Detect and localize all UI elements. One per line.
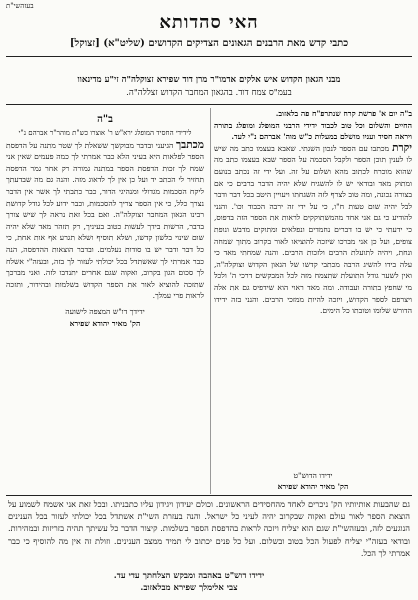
- top-divider: [6, 56, 412, 57]
- intro-line-2: בעמ"ס צמח דוד. בהגאון המחבר הקדוש זצללה"ה.: [126, 88, 292, 98]
- bottom-letter-body: גם שהבעות אותיותיו הק' ניכרים לאחד מהחסידים הראשונים. וכולם יעידון ויגידון עליו כתבניתו. ובכל זאת אני אשמח לשמוע על הוצאת הספר לאור עולם ואקוה שבקרוב יהיה לעיני כל ישראל. והנה בעזרת השי"ת אשתדל בכל יכולתי לעזור בכל הענינים הנוגעים לזה, ובעזהשי"ת שגם הוא יצליח ויזכה לראות בהדפסת הספר בשלמות. קיצור הדבר כל עשיתך תהיה בזריזות ובמהירות. ובודאי בעזה"י יצליח לפעול הכל בטוב ובשלום. ועל כל פנים יכתוב לי תמיד ממצב הענינים. וזולת זה אין מה להוסיף כי כבר אמרתי לך הכל.: [8, 499, 410, 558]
- letter-left-address: לידידי החסיד המופלג ירא"ש ר' אוצרו כש"ת מוהר"ר אברהם נ"י: [18, 128, 192, 137]
- intro-divider: [6, 104, 412, 105]
- letter-right-column: [214, 108, 412, 494]
- letter-right-body-para: [214, 143, 412, 317]
- bottom-sign-2: צבי אלימלך שפירא מבלאזוב.: [140, 583, 238, 593]
- letter-left-open-word: מכתבך: [176, 138, 204, 151]
- column-divider: [210, 108, 211, 494]
- letter-right-open-word: יקרת: [392, 141, 412, 154]
- bottom-letter: [8, 498, 410, 559]
- letter-left-sign-1: ידידך דו"ש המצפה לישועה: [65, 306, 145, 316]
- letter-right-body: מכתבו עם הספר לנכון השגתי. שאבא בעצמו כתב מה שיש לו לענין תוכן הספר ולקבל הסכמה על הספר שבא בעצמו כתב מה שהוא מוכרח לכתוב מהא ושלום על זה. ועל ידי זה נכתב בנועם ומתוק מאד ובודאי יש לו להשגיח שלא יהיה הדבר ברבים כי אם בצורה נכונה, ומה טוב לצרף לזה השגחתו ויעויין היטב בכל דבר ודבר לבל יהיה שום טעות ח"ו, כי על ידי זה ירבה הכבוד וכו'. והנני להודיע כי גם אני אחד מהמשתוקקים לראות את הספר הזה בדפוס, כי ידעתי כי יש בו דברים נחמדים ונפלאים ומתוקים מדבש ונופת צופים, ועל כן אני מברכו שיזכה להוציאו לאור בקרוב מתוך שמחה ונחת, ויהיה לתועלת הרבים ולזכות הרבים. והנה שמחתי מאד כי עלה בידו להשיג הרבה מכתבי קדשו של הגאון הקדוש זצוקלה"ה, ואין לשער גודל התועלת שתצמח מזה לכל המבקשים דרכי ה' ולכל מי שחפץ בתורה ועבודה. ומה מאד ראוי הוא שידפיס גם את אלה ויצרפם לספר הקדוש, ויזכה להיות ממזכי הרבים. והנני בזה ידידו הדורש שלומו וטובתו כל הימים.: [214, 143, 412, 316]
- page-subtitle: כתבי קדש מאת הרבנים הגאונים הצדיקים הקדושים (שליט"א) [זצוקל]: [69, 38, 349, 49]
- letter-right-head: ב"ה יום א' פרשת קרח שנתרפ"ח פה בלאזוב.: [275, 109, 412, 118]
- letter-left-body: הגיעני ובדבר מבוקשך ששאלת לך שטר מתנה על הדפסת הספר לפלאות היא בעיני הלא כבר אמרתי לך כמה פעמים שאין אני שמח לך זכות הדפסת הספר במתנה גמורה רק אחר גמר הדפסה תחזיר לי הכתב יד ועל כן אין לך לדאוג מזה. והנה גם מה שבדעתך ליקח הסכמות מגדולי ומנהיגי הדור, כבר כתבתי לך אשר אין הדבר נצרך כלל, כי אין הספר צריך להסכמות, וכבר ידוע לכל גודל קדושת רבינו הגאון המחבר זצוקלה"ה. ואם בכל זאת נראה לך שיש צורך בדבר, הרשות בידך לעשות כטוב בעיניך, רק תזהר מאד שלא יהיה שום שינוי בלשון קדשו, ושלא תוסיף ושלא תגרע אף אות אחת, כי כל דבר ודבר יש בו סודות נעלמים. ובדבר הוצאות ההדפסה, הנה כבר אמרתי לך שאשתדל בכל יכולתי לעזור לך בזה, ובעזה"י אשלח לך סכום הגון בקרוב, ואקוה שגם אחרים יתנדבו לזה. ואני מברכך שתזכה להוציא לאור את הספר הקדוש בשלמות ובהידור, ותזכה לראות פרי עמלך.: [6, 140, 204, 301]
- bottom-sign-1: ידידו דוש"ט באהבה ומבקש הצלחתך עדי עד.: [113, 571, 265, 581]
- page-title: האי סהדותא: [159, 12, 259, 33]
- bottom-divider: [6, 495, 412, 496]
- letter-left-signature: [6, 306, 204, 329]
- letter-left-bh: ב"ה: [97, 114, 113, 125]
- letter-right-sign-2: הק' מאיר יהודא שפירא: [277, 482, 349, 491]
- intro-block: [12, 74, 406, 100]
- letter-left-sign-2: הק' מאיר יהודא שפירא: [69, 318, 141, 328]
- bottom-signature: [0, 570, 378, 594]
- letter-right-greeting: החיים והשלום וכל טוב לכבוד ידידי הרבני המופלג ומופלג בתורה ויראה חסיד ועניו מושלם במעלות כ"ש מוה' אברהם נ"י לעד.: [214, 120, 412, 142]
- intro-line-1: מבני הגאון הקדוש איש אלקים אדמו"ר מרן דוד שפירא זצוקלה"ה זי"ע מדינאוו: [77, 75, 341, 85]
- letter-right-signature: [214, 470, 412, 492]
- letter-left-body-para: [6, 140, 204, 302]
- letter-right-sign-1: ידידו הדוש"ט: [293, 471, 333, 480]
- corner-mark: בעזהשי"ת: [6, 2, 34, 10]
- letter-left-column: [6, 108, 204, 494]
